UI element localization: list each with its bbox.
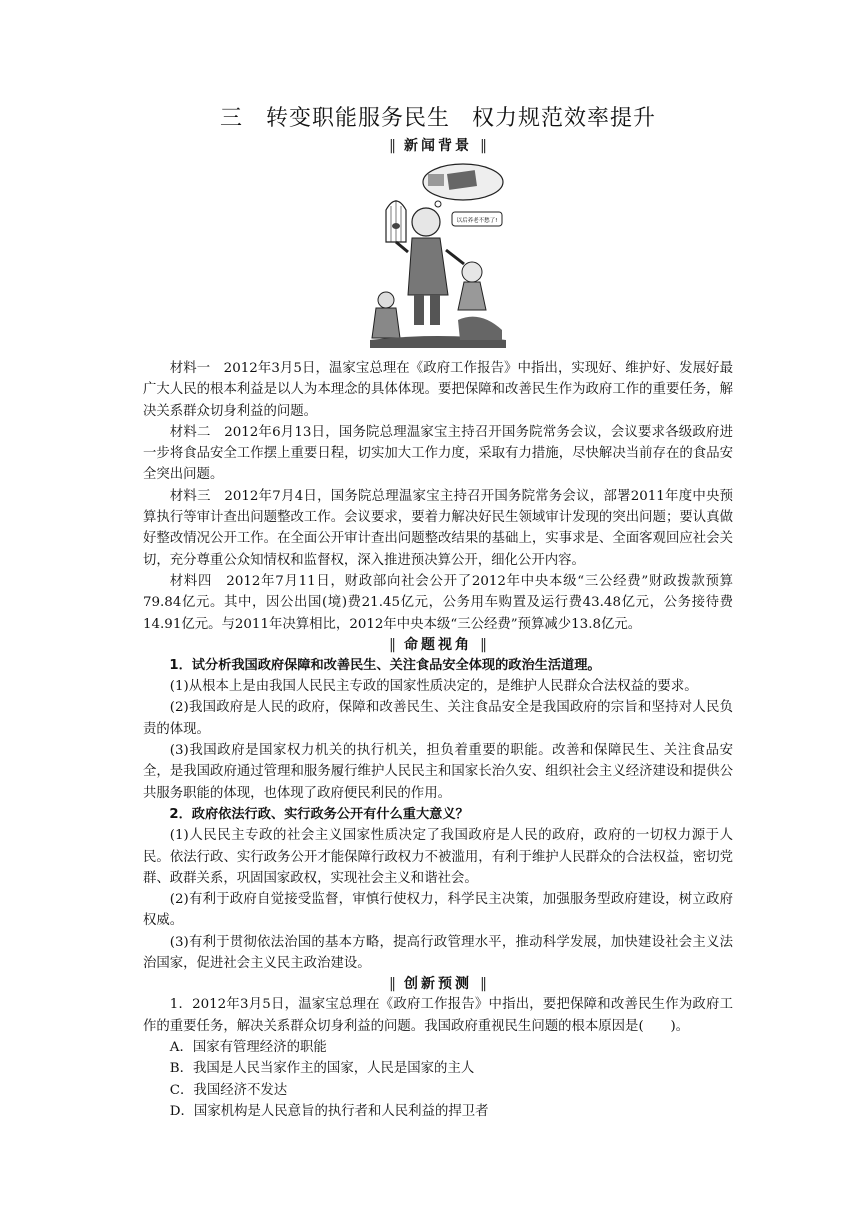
predict-question-1: 1．2012年3月5日，温家宝总理在《政府工作报告》中指出，要把保障和改善民生作为政府工作的重要任务，解决关系群众切身利益的问题。我国政府重视民生问题的根本原因是( )。: [143, 997, 733, 1034]
answer-1-1: (1)从根本上是由我国人民民主专政的国家性质决定的，是维护人民群众合法权益的要求。: [169, 679, 698, 695]
cartoon-illustration: [368, 160, 508, 350]
material-1: 材料一 2012年3月5日，温家宝总理在《政府工作报告》中指出，实现好、维护好、发展好最广大人民的根本利益是以人为本理念的具体体现。要把保障和改善民生作为政府工作的重要任务，解决关系群众切身利益的问题。: [143, 361, 733, 419]
answer-1-2: (2)我国政府是人民的政府，保障和改善民生、关注食品安全是我国政府的宗旨和坚持对人民负责的体现。: [143, 700, 733, 737]
title-right: 权力规范效率提升: [472, 106, 657, 131]
option-c: C．我国经济不发达: [169, 1082, 288, 1098]
materials-block: [143, 358, 733, 635]
answer-2-1: (1)人民民主专政的社会主义国家性质决定了我国政府是人民的政府，政府的一切权力源于人民。依法行政、实行政务公开才能保障行政权力不被滥用，有利于维护人民群众的合法权益，密切党群、政群关系，巩固国家政权，实现社会主义和谐社会。: [143, 828, 733, 886]
answer-2-3: (3)有利于贯彻依法治国的基本方略，提高行政管理水平，推动科学发展，加快建设社会主义法治国家，促进社会主义民主政治建设。: [143, 934, 733, 972]
option-a: A．国家有管理经济的职能: [169, 1039, 327, 1055]
section-header-predict: ‖ 创新预测 ‖: [389, 976, 487, 993]
material-4: 材料四 2012年7月11日，财政部向社会公开了2012年中央本级“三公经费”财政拨款预算79.84亿元。其中，因公出国(境)费21.45亿元，公务用车购置及运行费43.48亿元，公务接待费14.91亿元。与2011年决算相比，2012年中央本级“三公经费”预算减少13.8亿元。: [143, 573, 733, 632]
section-header-news: ‖ 新闻背景 ‖: [389, 138, 487, 154]
material-2: 材料二 2012年6月13日，国务院总理温家宝主持召开国务院常务会议，会议要求各级政府进一步将食品安全工作摆上重要日程，切实加大工作力度，采取有力措施，尽快解决当前存在的食品安全突出问题。: [143, 424, 733, 483]
title-left: 三 转变职能服务民生: [219, 106, 450, 131]
option-d: D．国家机构是人民意旨的执行者和人民利益的捍卫者: [169, 1103, 489, 1119]
material-3: 材料三 2012年7月4日，国务院总理温家宝主持召开国务院常务会议，部署2011年度中央预算执行等审计查出问题整改工作。会议要求，要着力解决好民生领域审计发现的突出问题；要认真做好整改情况公开工作。在全面公开审计查出问题整改结果的基础上，实事求是、全面客观回应社会关切，充分尊重公众知情权和监督权，深入推进预决算公开，细化公开内容。: [143, 488, 733, 568]
page-title: [143, 104, 733, 134]
speech-bubble-text: 以后养老不愁了!: [456, 218, 498, 224]
answer-2-2: (2)有利于政府自觉接受监督，审慎行使权力，科学民主决策，加强服务型政府建设，树立政府权威。: [143, 892, 733, 929]
answer-1-3: (3)我国政府是国家权力机关的执行机关，担负着重要的职能。改善和保障民生、关注食品安全，是我国政府通过管理和服务履行维护人民民主和国家长治久安、组织社会主义经济建设和提供公共服务职能的体现，也体现了政府便民利民的作用。: [143, 743, 733, 801]
question-2: 2．政府依法行政、实行政务公开有什么重大意义？: [169, 806, 469, 822]
document-page: [143, 104, 733, 1122]
section-header-angle: ‖ 命题视角 ‖: [389, 636, 487, 653]
question-1: 1．试分析我国政府保障和改善民生、关注食品安全体现的政治生活道理。: [169, 657, 601, 673]
option-b: B．我国是人民当家作主的国家，人民是国家的主人: [169, 1061, 475, 1077]
